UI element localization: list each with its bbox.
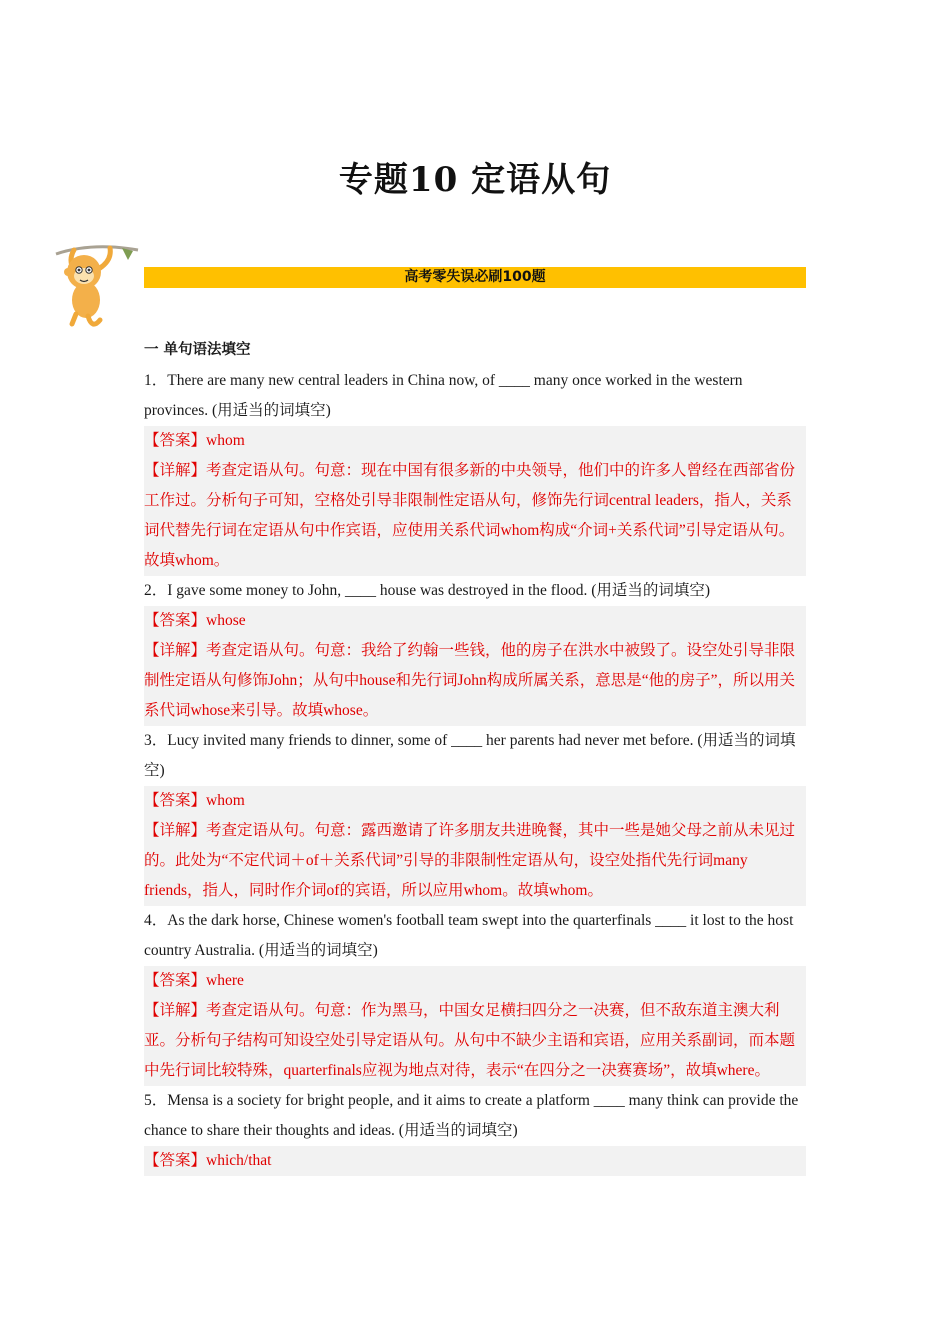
question-1: 1．There are many new central leaders in China now, of ____ many once worked in the western provinces. (用适当的词填空)	[144, 372, 743, 419]
answer-text-2: whose	[206, 612, 246, 629]
question-5: 5．Mensa is a society for bright people, and it aims to create a platform ____ many think can provide the chance to share their thoughts and ideas. (用适当的词填空)	[144, 1092, 799, 1139]
detail-line-2	[144, 636, 806, 726]
detail-text-2: 考查定语从句。句意：我给了约翰一些钱，他的房子在洪水中被毁了。设空处引导非限制性定语从句修饰John；从句中house和先行词John构成所属关系，意思是“他的房子”，所以用关系代词whose来引导。故填whose。	[144, 642, 796, 719]
detail-line-1	[144, 456, 806, 576]
detail-text-3: 考查定语从句。句意：露西邀请了许多朋友共进晚餐，其中一些是她父母之前从未见过的。此处为“不定代词＋of＋关系代词”引导的非限制性定语从句，设空处指代先行词many friends，指人，同时作介词of的宾语，所以应用whom。故填whom。	[144, 822, 796, 899]
answer-box-4	[144, 966, 806, 1086]
answer-box-1	[144, 426, 806, 576]
answer-box-3	[144, 786, 806, 906]
detail-label: 【详解】	[144, 1002, 207, 1019]
answer-line-1	[144, 426, 806, 456]
answer-label: 【答案】	[144, 432, 207, 449]
answer-label: 【答案】	[144, 792, 207, 809]
answer-text-4: where	[206, 972, 244, 989]
answer-line-2	[144, 606, 806, 636]
detail-label: 【详解】	[144, 822, 207, 839]
detail-text-1: 考查定语从句。句意：现在中国有很多新的中央领导，他们中的许多人曾经在西部省份工作过。分析句子可知，空格处引导非限制性定语从句，修饰先行词central leaders，指人，关系词代替先行词在定语从句中作宾语，应使用关系代词whom构成“介词+关系代词”引导定语从句。故填whom。	[144, 462, 796, 569]
detail-line-4	[144, 996, 806, 1086]
banner: 高考零失误必刷100题	[144, 267, 806, 288]
detail-label: 【详解】	[144, 642, 207, 659]
detail-label: 【详解】	[144, 462, 207, 479]
answer-text-3: whom	[206, 792, 245, 809]
answer-label: 【答案】	[144, 612, 207, 629]
content	[144, 336, 806, 1176]
section-heading: 一 单句语法填空	[144, 342, 251, 358]
question-3: 3．Lucy invited many friends to dinner, some of ____ her parents had never met before. (用适当的词填空)	[144, 732, 796, 779]
answer-line-5	[144, 1146, 806, 1176]
detail-text-4: 考查定语从句。句意：作为黑马，中国女足横扫四分之一决赛，但不敌东道主澳大利亚。分析句子结构可知设空处引导定语从句。从句中不缺少主语和宾语，应用关系副词，而本题中先行词比较特殊，quarterfinals应视为地点对待，表示“在四分之一决赛赛场”，故填where。	[144, 1002, 796, 1079]
answer-text-5: which/that	[206, 1152, 272, 1169]
detail-line-3	[144, 816, 806, 906]
answer-label: 【答案】	[144, 972, 207, 989]
answer-line-3	[144, 786, 806, 816]
document-title: 专题10 定语从句	[338, 160, 612, 200]
answer-text-1: whom	[206, 432, 245, 449]
monkey-mascot-icon	[52, 240, 144, 332]
answer-label: 【答案】	[144, 1152, 207, 1169]
question-2: 2．I gave some money to John, ____ house was destroyed in the flood. (用适当的词填空)	[144, 582, 711, 599]
answer-box-5	[144, 1146, 806, 1176]
question-4: 4．As the dark horse, Chinese women's football team swept into the quarterfinals ____ it lost to the host country Australia. (用适当的词填空)	[144, 912, 794, 959]
answer-box-2	[144, 606, 806, 726]
answer-line-4	[144, 966, 806, 996]
